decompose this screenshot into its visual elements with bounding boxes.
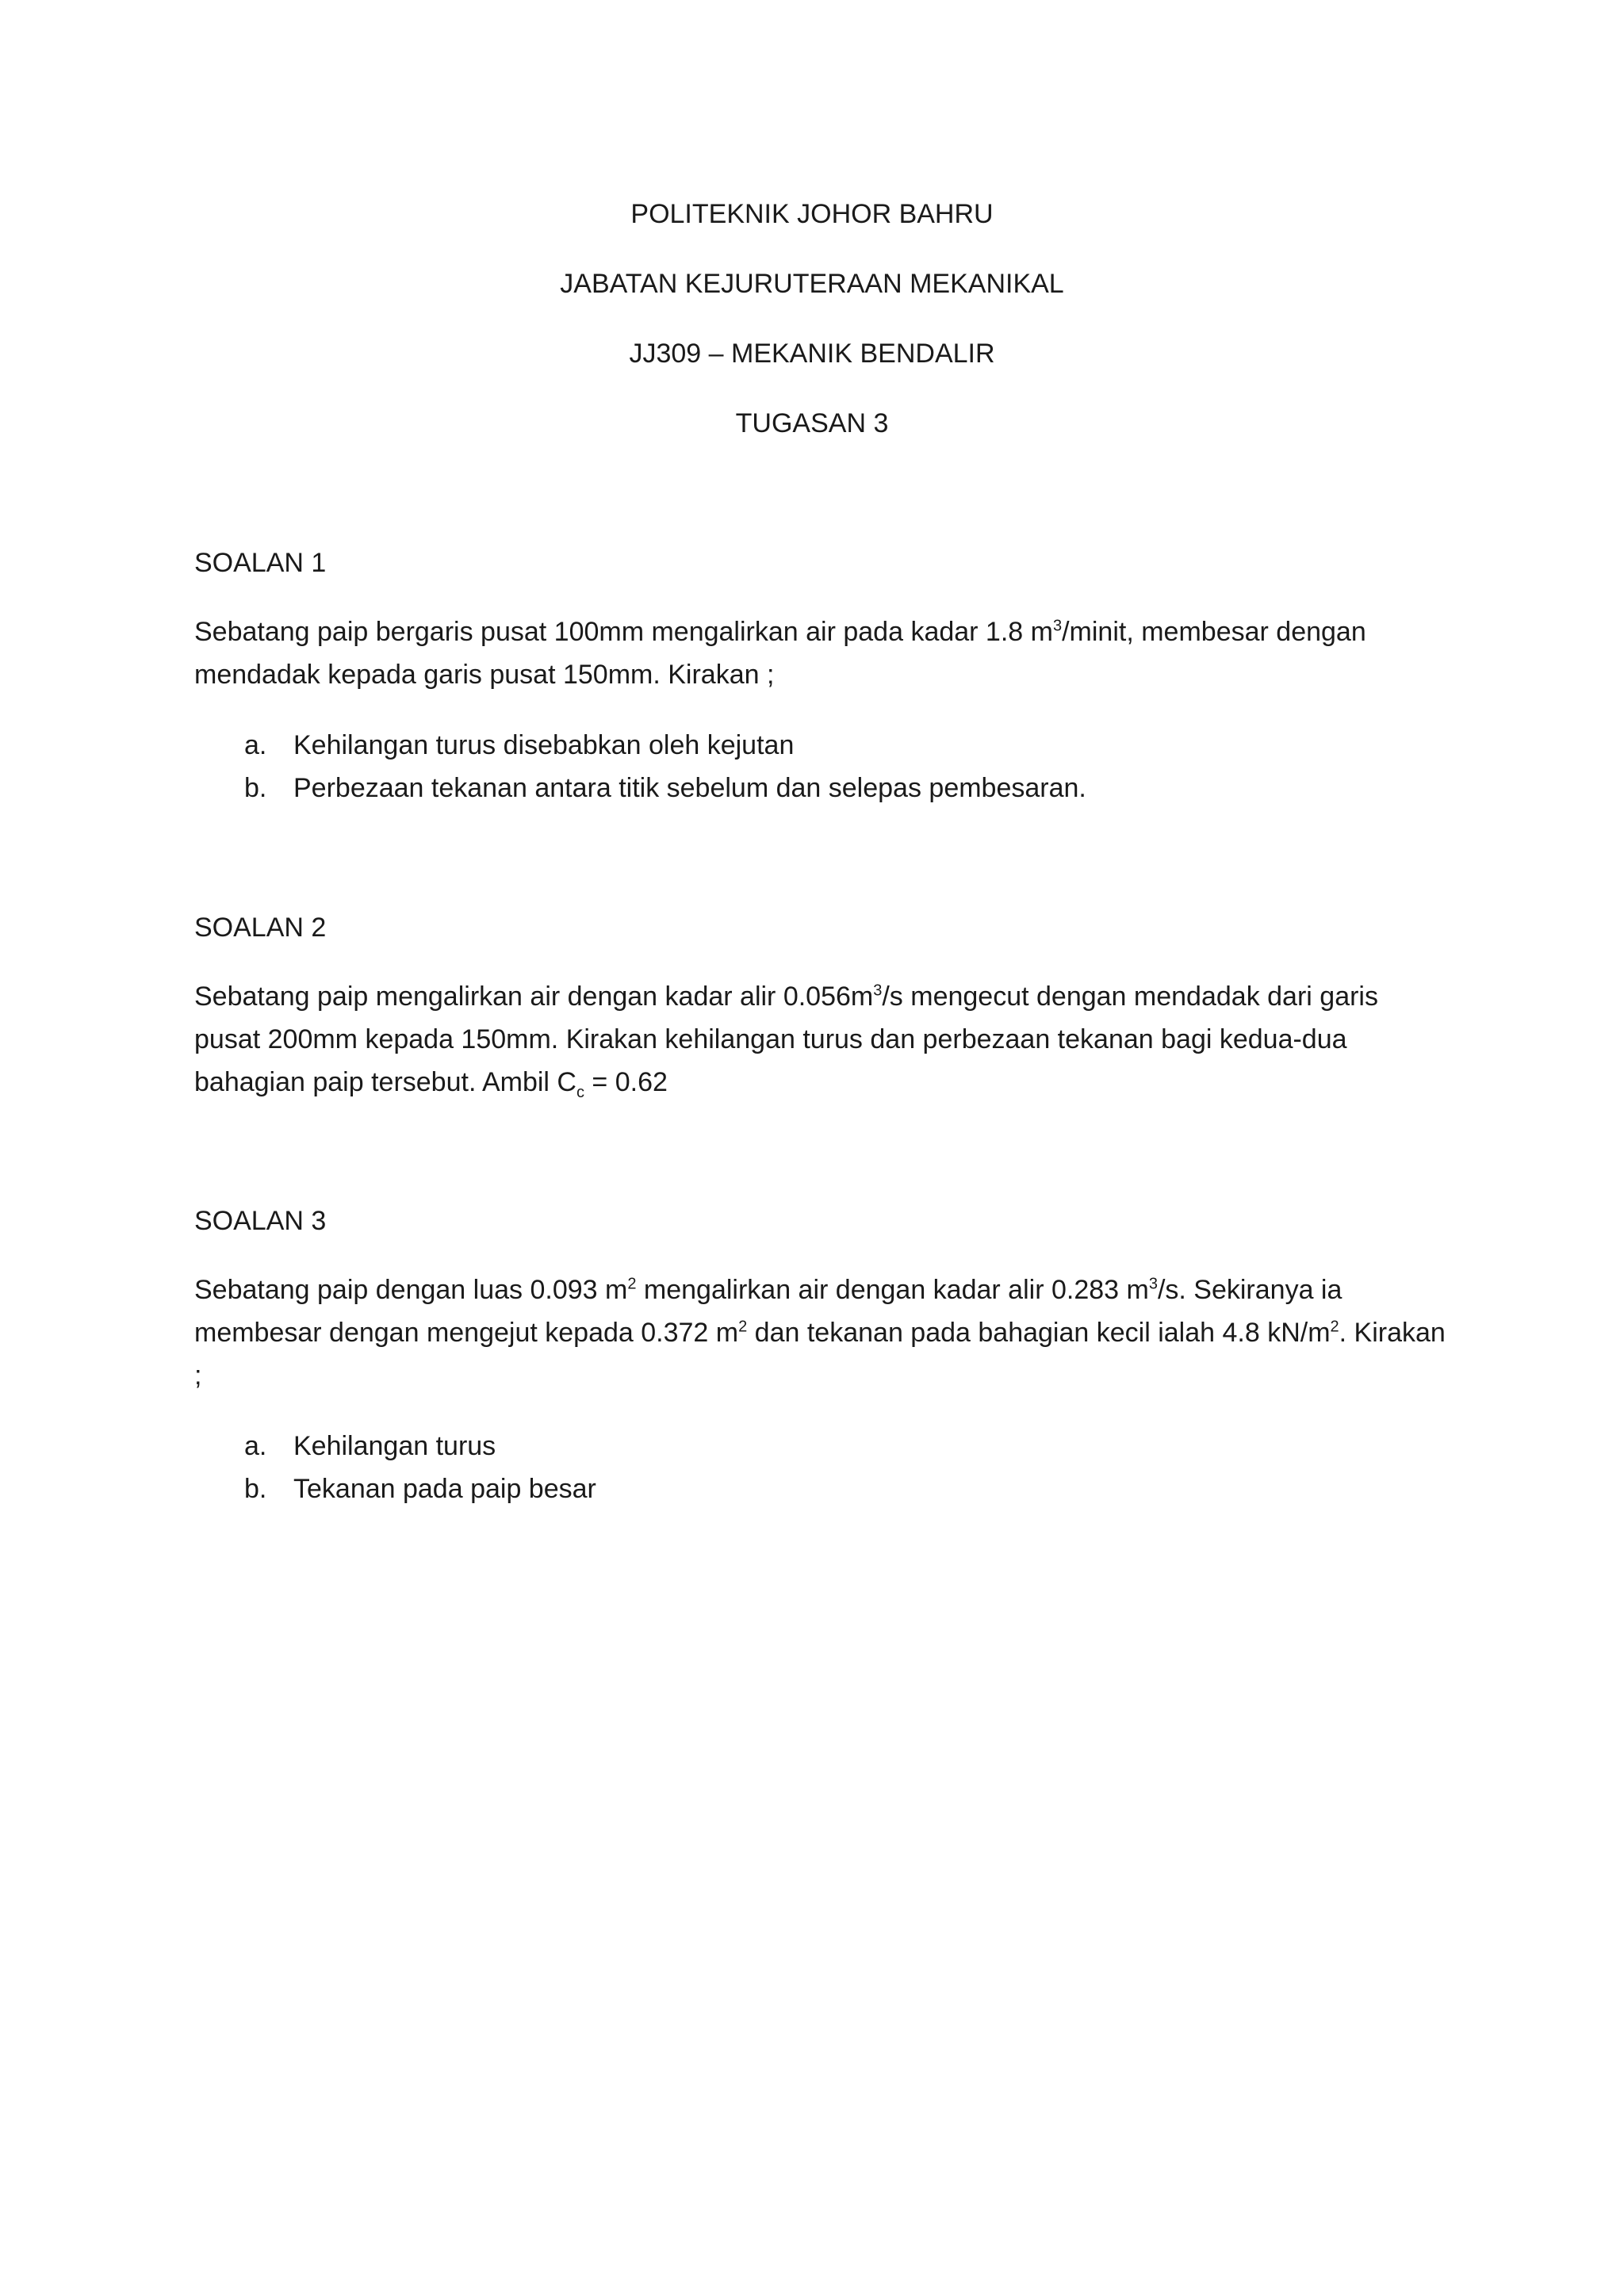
question-3-list <box>244 1425 1434 1510</box>
list-marker: a. <box>244 730 267 760</box>
question-3-text <box>194 1269 1447 1397</box>
list-item <box>244 1468 1434 1510</box>
institution-heading: POLITEKNIK JOHOR BAHRU <box>630 199 994 229</box>
question-3-title: SOALAN 3 <box>194 1206 327 1236</box>
q2-subscript: c <box>576 1083 584 1101</box>
q1-text-part: Sebatang paip bergaris pusat 100mm mengalirkan air pada kadar 1.8 m <box>194 617 1053 647</box>
list-marker: a. <box>244 1431 267 1461</box>
q3-superscript: 2 <box>627 1275 637 1293</box>
q2-text-part: /s mengecut dengan mendadak dari garis pusat 200mm kepada 150mm. Kirakan kehilangan turus dan perbezaan tekanan bagi kedua-dua bahagian paip tersebut. Ambil C <box>194 982 1378 1097</box>
q1-text-part: /minit, membesar dengan mendadak kepada garis pusat 150mm. Kirakan ; <box>194 617 1366 690</box>
question-2-text <box>194 975 1447 1104</box>
list-item-text: Tekanan pada paip besar <box>293 1474 596 1504</box>
list-item <box>244 724 1434 767</box>
list-item <box>244 1425 1434 1468</box>
assignment-heading: TUGASAN 3 <box>735 408 889 438</box>
q3-text-part: Sebatang paip dengan luas 0.093 m <box>194 1275 628 1305</box>
list-item-text: Perbezaan tekanan antara titik sebelum dan selepas pembesaran. <box>293 773 1086 803</box>
list-marker: b. <box>244 1474 267 1504</box>
q1-superscript: 3 <box>1052 617 1063 635</box>
list-marker: b. <box>244 773 267 803</box>
q3-superscript: 3 <box>1148 1275 1158 1293</box>
q3-text-part: dan tekanan pada bahagian kecil ialah 4.8 kN/m <box>747 1318 1331 1348</box>
q3-text-part: /s. Sekiranya ia membesar dengan mengejut kepada 0.372 m <box>194 1275 1342 1348</box>
question-2-title: SOALAN 2 <box>194 913 327 943</box>
q3-superscript: 2 <box>738 1318 748 1336</box>
list-item-text: Kehilangan turus <box>293 1431 496 1461</box>
list-item-text: Kehilangan turus disebabkan oleh kejutan <box>293 730 795 760</box>
q3-text-part: mengalirkan air dengan kadar alir 0.283 m <box>636 1275 1149 1305</box>
q2-text-part: Sebatang paip mengalirkan air dengan kadar alir 0.056m <box>194 982 874 1012</box>
list-item <box>244 767 1434 809</box>
q3-superscript: 2 <box>1330 1318 1339 1336</box>
question-1-list <box>244 724 1434 809</box>
q2-text-part: = 0.62 <box>584 1067 668 1097</box>
q2-superscript: 3 <box>873 982 883 1000</box>
q3-text-part: . Kirakan ; <box>194 1318 1446 1391</box>
department-heading: JABATAN KEJURUTERAAN MEKANIKAL <box>560 269 1064 299</box>
question-1-title: SOALAN 1 <box>194 548 327 578</box>
question-1-text <box>194 610 1447 696</box>
course-heading: JJ309 – MEKANIK BENDALIR <box>629 339 995 369</box>
